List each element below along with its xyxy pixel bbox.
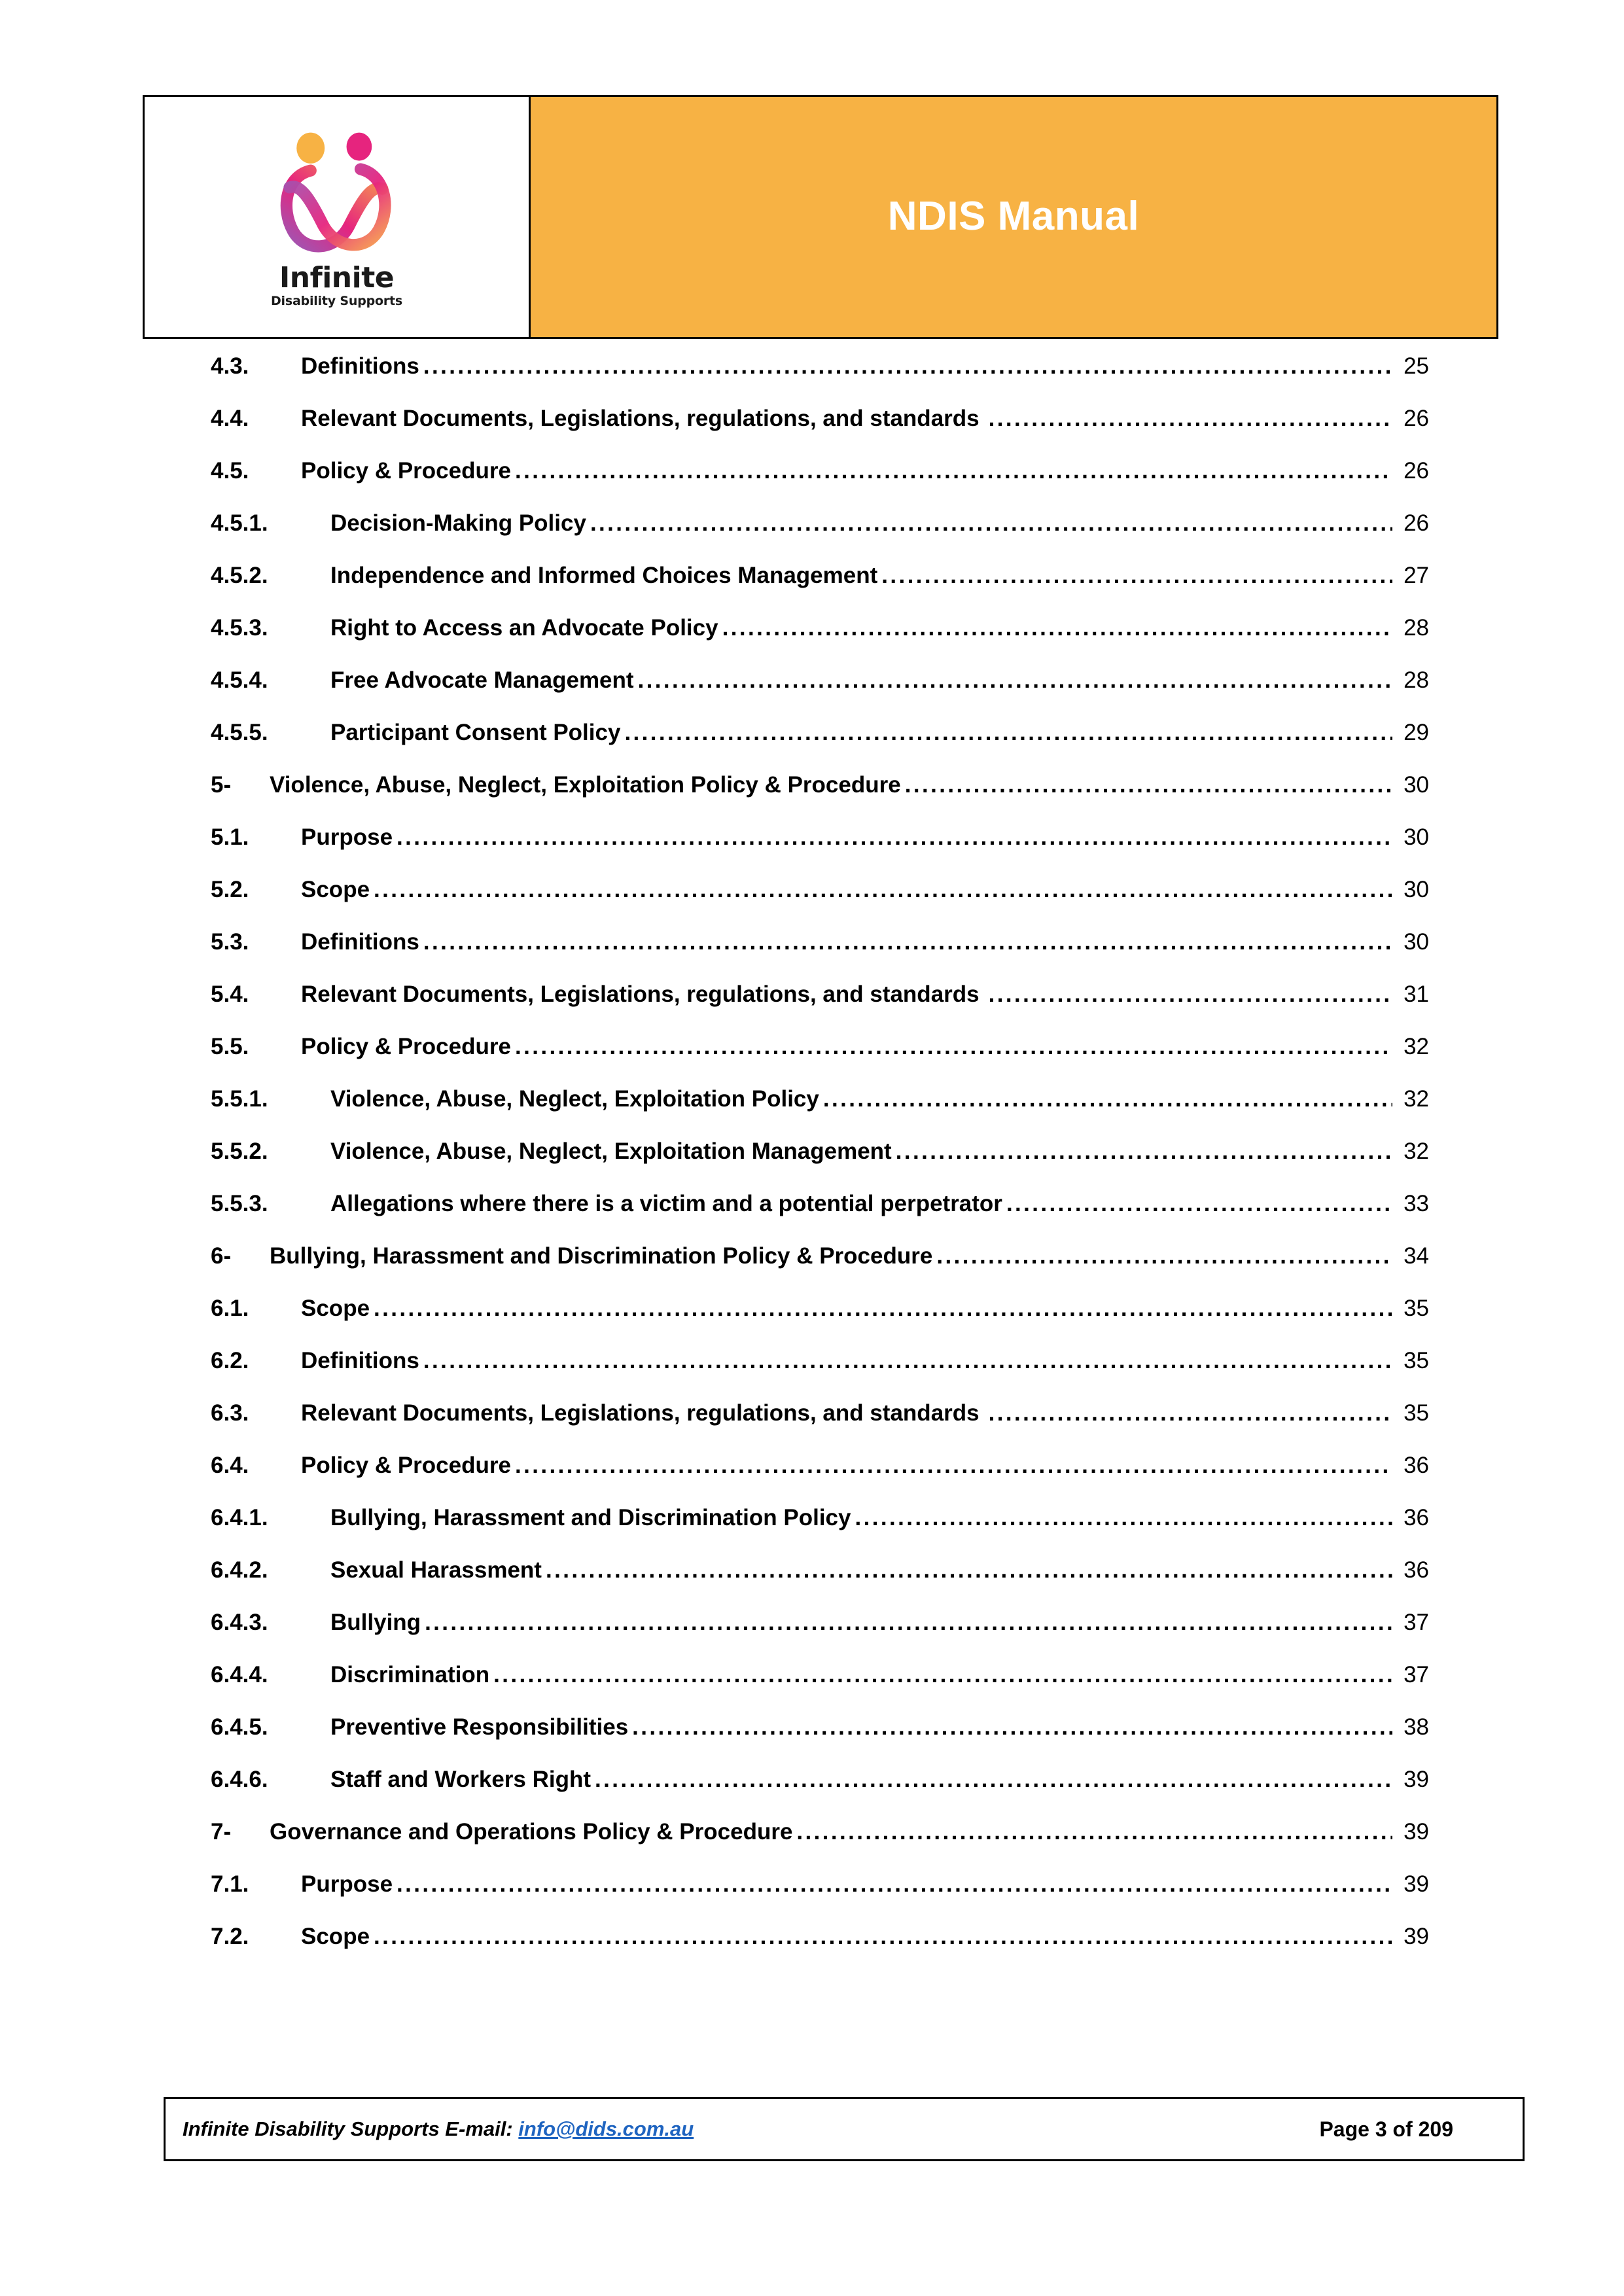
- toc-entry-title: Policy & Procedure: [301, 1453, 511, 1478]
- toc-entry-page: 34: [1403, 1243, 1429, 1269]
- toc-entry[interactable]: [211, 1387, 1429, 1439]
- toc-entry[interactable]: [211, 1649, 1429, 1701]
- toc-dot-leader: [397, 1858, 1392, 1911]
- toc-entry-page: 36: [1403, 1557, 1429, 1583]
- toc-dot-leader: [624, 707, 1392, 759]
- toc-entry[interactable]: [211, 1597, 1429, 1649]
- footer-organisation: [183, 2117, 694, 2141]
- toc-dot-leader: [796, 1806, 1392, 1858]
- toc-entry-title: Definitions: [301, 929, 419, 955]
- toc-entry-title: Participant Consent Policy: [330, 720, 621, 745]
- toc-entry-title: Violence, Abuse, Neglect, Exploitation Management: [330, 1139, 892, 1164]
- toc-entry-number: 5.5.: [211, 1034, 249, 1059]
- toc-entry-title: Policy & Procedure: [301, 458, 511, 484]
- toc-entry-number: 5.1.: [211, 824, 249, 850]
- toc-entry[interactable]: [211, 1492, 1429, 1544]
- toc-entry-number: 5.2.: [211, 877, 249, 902]
- toc-entry[interactable]: [211, 550, 1429, 602]
- toc-entry-page: 35: [1403, 1296, 1429, 1321]
- toc-entry-number: 5.5.1.: [211, 1086, 268, 1112]
- toc-entry-title: Discrimination: [330, 1662, 490, 1687]
- toc-entry-title: Staff and Workers Right: [330, 1767, 591, 1792]
- toc-entry[interactable]: [211, 1178, 1429, 1230]
- toc-entry-number: 4.5.: [211, 458, 249, 484]
- toc-entry-number: 6-: [211, 1243, 232, 1269]
- toc-entry[interactable]: [211, 1911, 1429, 1963]
- infinity-people-logo-icon: [266, 127, 407, 268]
- toc-entry-title: Governance and Operations Policy & Procedure: [270, 1819, 793, 1845]
- toc-entry-page: 32: [1403, 1086, 1429, 1112]
- toc-entry-number: 5.3.: [211, 929, 249, 955]
- toc-entry[interactable]: [211, 1230, 1429, 1282]
- toc-entry-page: 35: [1403, 1400, 1429, 1426]
- toc-entry-number: 6.4.: [211, 1453, 249, 1478]
- toc-entry-title: Relevant Documents, Legislations, regulations, and standards: [301, 1400, 980, 1426]
- toc-entry-title: Violence, Abuse, Neglect, Exploitation Policy & Procedure: [270, 772, 901, 798]
- toc-entry-title: Free Advocate Management: [330, 667, 634, 693]
- toc-dot-leader: [989, 1387, 1392, 1439]
- toc-entry-title: Definitions: [301, 353, 419, 379]
- toc-entry-number: 6.4.1.: [211, 1505, 268, 1530]
- toc-dot-leader: [989, 968, 1392, 1021]
- page-number-indicator: Page 3 of 209: [1319, 2117, 1453, 2141]
- toc-entry[interactable]: [211, 445, 1429, 497]
- toc-entry[interactable]: [211, 1439, 1429, 1492]
- toc-entry[interactable]: [211, 864, 1429, 916]
- toc-dot-leader: [374, 1282, 1392, 1335]
- company-logo: [239, 119, 435, 315]
- toc-entry-number: 7.1.: [211, 1871, 249, 1897]
- toc-dot-leader: [425, 1597, 1392, 1649]
- toc-entry[interactable]: [211, 1858, 1429, 1911]
- toc-dot-leader: [989, 393, 1392, 445]
- toc-entry-number: 6.1.: [211, 1296, 249, 1321]
- toc-entry[interactable]: [211, 1335, 1429, 1387]
- page-header: [143, 95, 1498, 339]
- toc-entry[interactable]: [211, 1125, 1429, 1178]
- toc-dot-leader: [423, 1335, 1392, 1387]
- toc-dot-leader: [493, 1649, 1392, 1701]
- toc-entry-page: 28: [1403, 615, 1429, 641]
- toc-entry[interactable]: [211, 602, 1429, 654]
- toc-dot-leader: [722, 602, 1392, 654]
- toc-entry-number: 4.5.4.: [211, 667, 268, 693]
- toc-entry[interactable]: [211, 1282, 1429, 1335]
- toc-entry-title: Right to Access an Advocate Policy: [330, 615, 718, 641]
- toc-entry-number: 4.4.: [211, 406, 249, 431]
- toc-dot-leader: [590, 497, 1392, 550]
- toc-entry-number: 6.4.6.: [211, 1767, 268, 1792]
- toc-entry-number: 6.4.3.: [211, 1610, 268, 1635]
- toc-entry[interactable]: [211, 1544, 1429, 1597]
- toc-dot-leader: [374, 1911, 1392, 1963]
- document-title: NDIS Manual: [887, 194, 1140, 239]
- toc-entry-page: 39: [1403, 1819, 1429, 1845]
- toc-entry[interactable]: [211, 811, 1429, 864]
- toc-dot-leader: [896, 1125, 1392, 1178]
- toc-entry-title: Scope: [301, 877, 370, 902]
- toc-entry-page: 37: [1403, 1662, 1429, 1687]
- toc-entry[interactable]: [211, 916, 1429, 968]
- header-logo-cell: [145, 97, 531, 337]
- toc-entry-title: Scope: [301, 1296, 370, 1321]
- toc-entry-number: 5-: [211, 772, 232, 798]
- toc-entry-page: 26: [1403, 458, 1429, 484]
- toc-entry-title: Purpose: [301, 824, 393, 850]
- toc-dot-leader: [546, 1544, 1392, 1597]
- toc-entry-title: Violence, Abuse, Neglect, Exploitation Policy: [330, 1086, 819, 1112]
- toc-dot-leader: [423, 340, 1392, 393]
- toc-entry-page: 36: [1403, 1505, 1429, 1530]
- toc-entry[interactable]: [211, 654, 1429, 707]
- logo-tagline: Disability Supports: [270, 293, 403, 308]
- toc-entry-number: 6.2.: [211, 1348, 249, 1373]
- toc-entry-title: Decision-Making Policy: [330, 510, 586, 536]
- toc-dot-leader: [855, 1492, 1392, 1544]
- toc-entry-page: 27: [1403, 563, 1429, 588]
- toc-dot-leader: [423, 916, 1392, 968]
- toc-entry-page: 39: [1403, 1924, 1429, 1949]
- toc-entry-title: Relevant Documents, Legislations, regulations, and standards: [301, 981, 980, 1007]
- toc-entry[interactable]: [211, 1701, 1429, 1754]
- toc-entry-page: 39: [1403, 1767, 1429, 1792]
- toc-entry[interactable]: [211, 707, 1429, 759]
- toc-entry-number: 6.4.2.: [211, 1557, 268, 1583]
- toc-dot-leader: [515, 1439, 1392, 1492]
- toc-entry-number: 4.5.3.: [211, 615, 268, 641]
- toc-entry-title: Bullying, Harassment and Discrimination Policy: [330, 1505, 851, 1530]
- toc-dot-leader: [515, 445, 1392, 497]
- page-footer: [164, 2097, 1525, 2161]
- footer-organisation-label: Infinite Disability Supports E-mail:: [183, 2117, 513, 2140]
- toc-entry-title: Sexual Harassment: [330, 1557, 542, 1583]
- toc-dot-leader: [374, 864, 1392, 916]
- toc-entry-page: 30: [1403, 929, 1429, 955]
- toc-entry-number: 4.5.5.: [211, 720, 268, 745]
- toc-entry-number: 6.4.4.: [211, 1662, 268, 1687]
- toc-dot-leader: [632, 1701, 1392, 1754]
- header-title-cell: [531, 97, 1496, 337]
- toc-entry-number: 6.4.5.: [211, 1714, 268, 1740]
- toc-entry-title: Allegations where there is a victim and a potential perpetrator: [330, 1191, 1002, 1216]
- toc-entry-page: 31: [1403, 981, 1429, 1007]
- toc-entry-title: Relevant Documents, Legislations, regulations, and standards: [301, 406, 980, 431]
- toc-dot-leader: [515, 1021, 1392, 1073]
- toc-entry-number: 5.4.: [211, 981, 249, 1007]
- toc-entry-page: 30: [1403, 772, 1429, 798]
- toc-entry[interactable]: [211, 1073, 1429, 1125]
- toc-entry-title: Purpose: [301, 1871, 393, 1897]
- toc-entry-page: 30: [1403, 824, 1429, 850]
- toc-entry-number: 4.5.1.: [211, 510, 268, 536]
- toc-entry-number: 4.5.2.: [211, 563, 268, 588]
- toc-entry-number: 5.5.3.: [211, 1191, 268, 1216]
- toc-entry-title: Bullying, Harassment and Discrimination Policy & Procedure: [270, 1243, 933, 1269]
- toc-entry-page: 32: [1403, 1139, 1429, 1164]
- toc-dot-leader: [905, 759, 1392, 811]
- toc-entry-number: 4.3.: [211, 353, 249, 379]
- toc-entry-page: 25: [1403, 353, 1429, 379]
- toc-entry-page: 26: [1403, 510, 1429, 536]
- toc-entry-title: Scope: [301, 1924, 370, 1949]
- toc-entry-title: Bullying: [330, 1610, 421, 1635]
- toc-entry-title: Definitions: [301, 1348, 419, 1373]
- toc-dot-leader: [936, 1230, 1392, 1282]
- toc-entry[interactable]: [211, 497, 1429, 550]
- toc-entry-title: Preventive Responsibilities: [330, 1714, 629, 1740]
- toc-dot-leader: [638, 654, 1392, 707]
- toc-entry-page: 30: [1403, 877, 1429, 902]
- toc-entry[interactable]: [211, 1754, 1429, 1806]
- footer-email-link[interactable]: info@dids.com.au: [518, 2117, 694, 2140]
- toc-entry-number: 7-: [211, 1819, 232, 1845]
- toc-entry-page: 35: [1403, 1348, 1429, 1373]
- toc-entry-title: Independence and Informed Choices Management: [330, 563, 878, 588]
- toc-entry-title: Policy & Procedure: [301, 1034, 511, 1059]
- toc-entry-page: 26: [1403, 406, 1429, 431]
- table-of-contents: [211, 340, 1429, 1963]
- toc-entry[interactable]: [211, 1021, 1429, 1073]
- toc-entry[interactable]: [211, 393, 1429, 445]
- toc-entry-page: 33: [1403, 1191, 1429, 1216]
- toc-entry[interactable]: [211, 968, 1429, 1021]
- toc-entry-page: 29: [1403, 720, 1429, 745]
- toc-dot-leader: [595, 1754, 1392, 1806]
- toc-entry-page: 37: [1403, 1610, 1429, 1635]
- toc-entry[interactable]: [211, 759, 1429, 811]
- toc-entry-page: 39: [1403, 1871, 1429, 1897]
- logo-company-name: Infinite: [279, 260, 395, 294]
- toc-entry-page: 32: [1403, 1034, 1429, 1059]
- toc-dot-leader: [1006, 1178, 1392, 1230]
- toc-entry-page: 28: [1403, 667, 1429, 693]
- toc-entry[interactable]: [211, 340, 1429, 393]
- toc-dot-leader: [881, 550, 1392, 602]
- toc-entry-number: 5.5.2.: [211, 1139, 268, 1164]
- toc-dot-leader: [397, 811, 1392, 864]
- toc-entry-number: 6.3.: [211, 1400, 249, 1426]
- toc-entry-page: 38: [1403, 1714, 1429, 1740]
- toc-dot-leader: [823, 1073, 1392, 1125]
- toc-entry-page: 36: [1403, 1453, 1429, 1478]
- toc-entry-number: 7.2.: [211, 1924, 249, 1949]
- toc-entry[interactable]: [211, 1806, 1429, 1858]
